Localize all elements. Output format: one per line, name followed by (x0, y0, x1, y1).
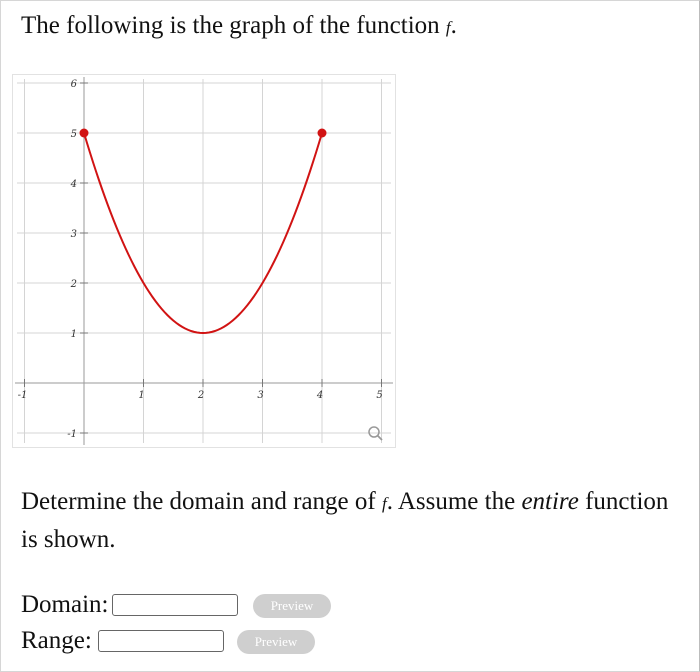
y-tick-label: 3 (70, 229, 77, 240)
intro-sentence: The following is the graph of the function (21, 12, 446, 39)
intro-text (21, 10, 457, 44)
question-part2: . Assume the (386, 488, 522, 515)
domain-label: Domain: (21, 591, 109, 618)
x-tick-label: 3 (257, 390, 264, 401)
x-tick-label: 1 (138, 390, 145, 401)
x-tick-label: 4 (316, 390, 324, 401)
graph-svg (13, 75, 395, 447)
y-tick-label: 1 (70, 329, 77, 340)
endpoint-dot (80, 129, 89, 138)
range-label: Range: (21, 627, 92, 654)
y-tick-label: 2 (70, 279, 77, 290)
y-tick-label: -1 (67, 429, 77, 440)
y-tick-label: 4 (70, 179, 77, 190)
domain-preview-button[interactable]: Preview (253, 594, 331, 618)
range-preview-button[interactable]: Preview (237, 630, 315, 654)
y-tick-label: 5 (70, 129, 77, 140)
intro-suffix: . (450, 12, 457, 39)
function-graph (12, 74, 396, 448)
function-name: f (445, 18, 451, 37)
question-emphasis: entire (521, 488, 579, 515)
question-part3: function is shown. (21, 488, 669, 553)
x-tick-label: -1 (17, 390, 28, 401)
y-tick-label: 6 (70, 79, 77, 90)
question-part1: Determine the domain and range of (21, 488, 382, 515)
domain-input[interactable] (112, 594, 238, 616)
x-tick-label: 2 (197, 390, 205, 401)
range-input[interactable] (98, 630, 224, 652)
question-text (21, 484, 681, 558)
x-tick-label: 5 (376, 390, 383, 401)
endpoint-dot (318, 129, 327, 138)
question-function-name: f (381, 494, 387, 513)
